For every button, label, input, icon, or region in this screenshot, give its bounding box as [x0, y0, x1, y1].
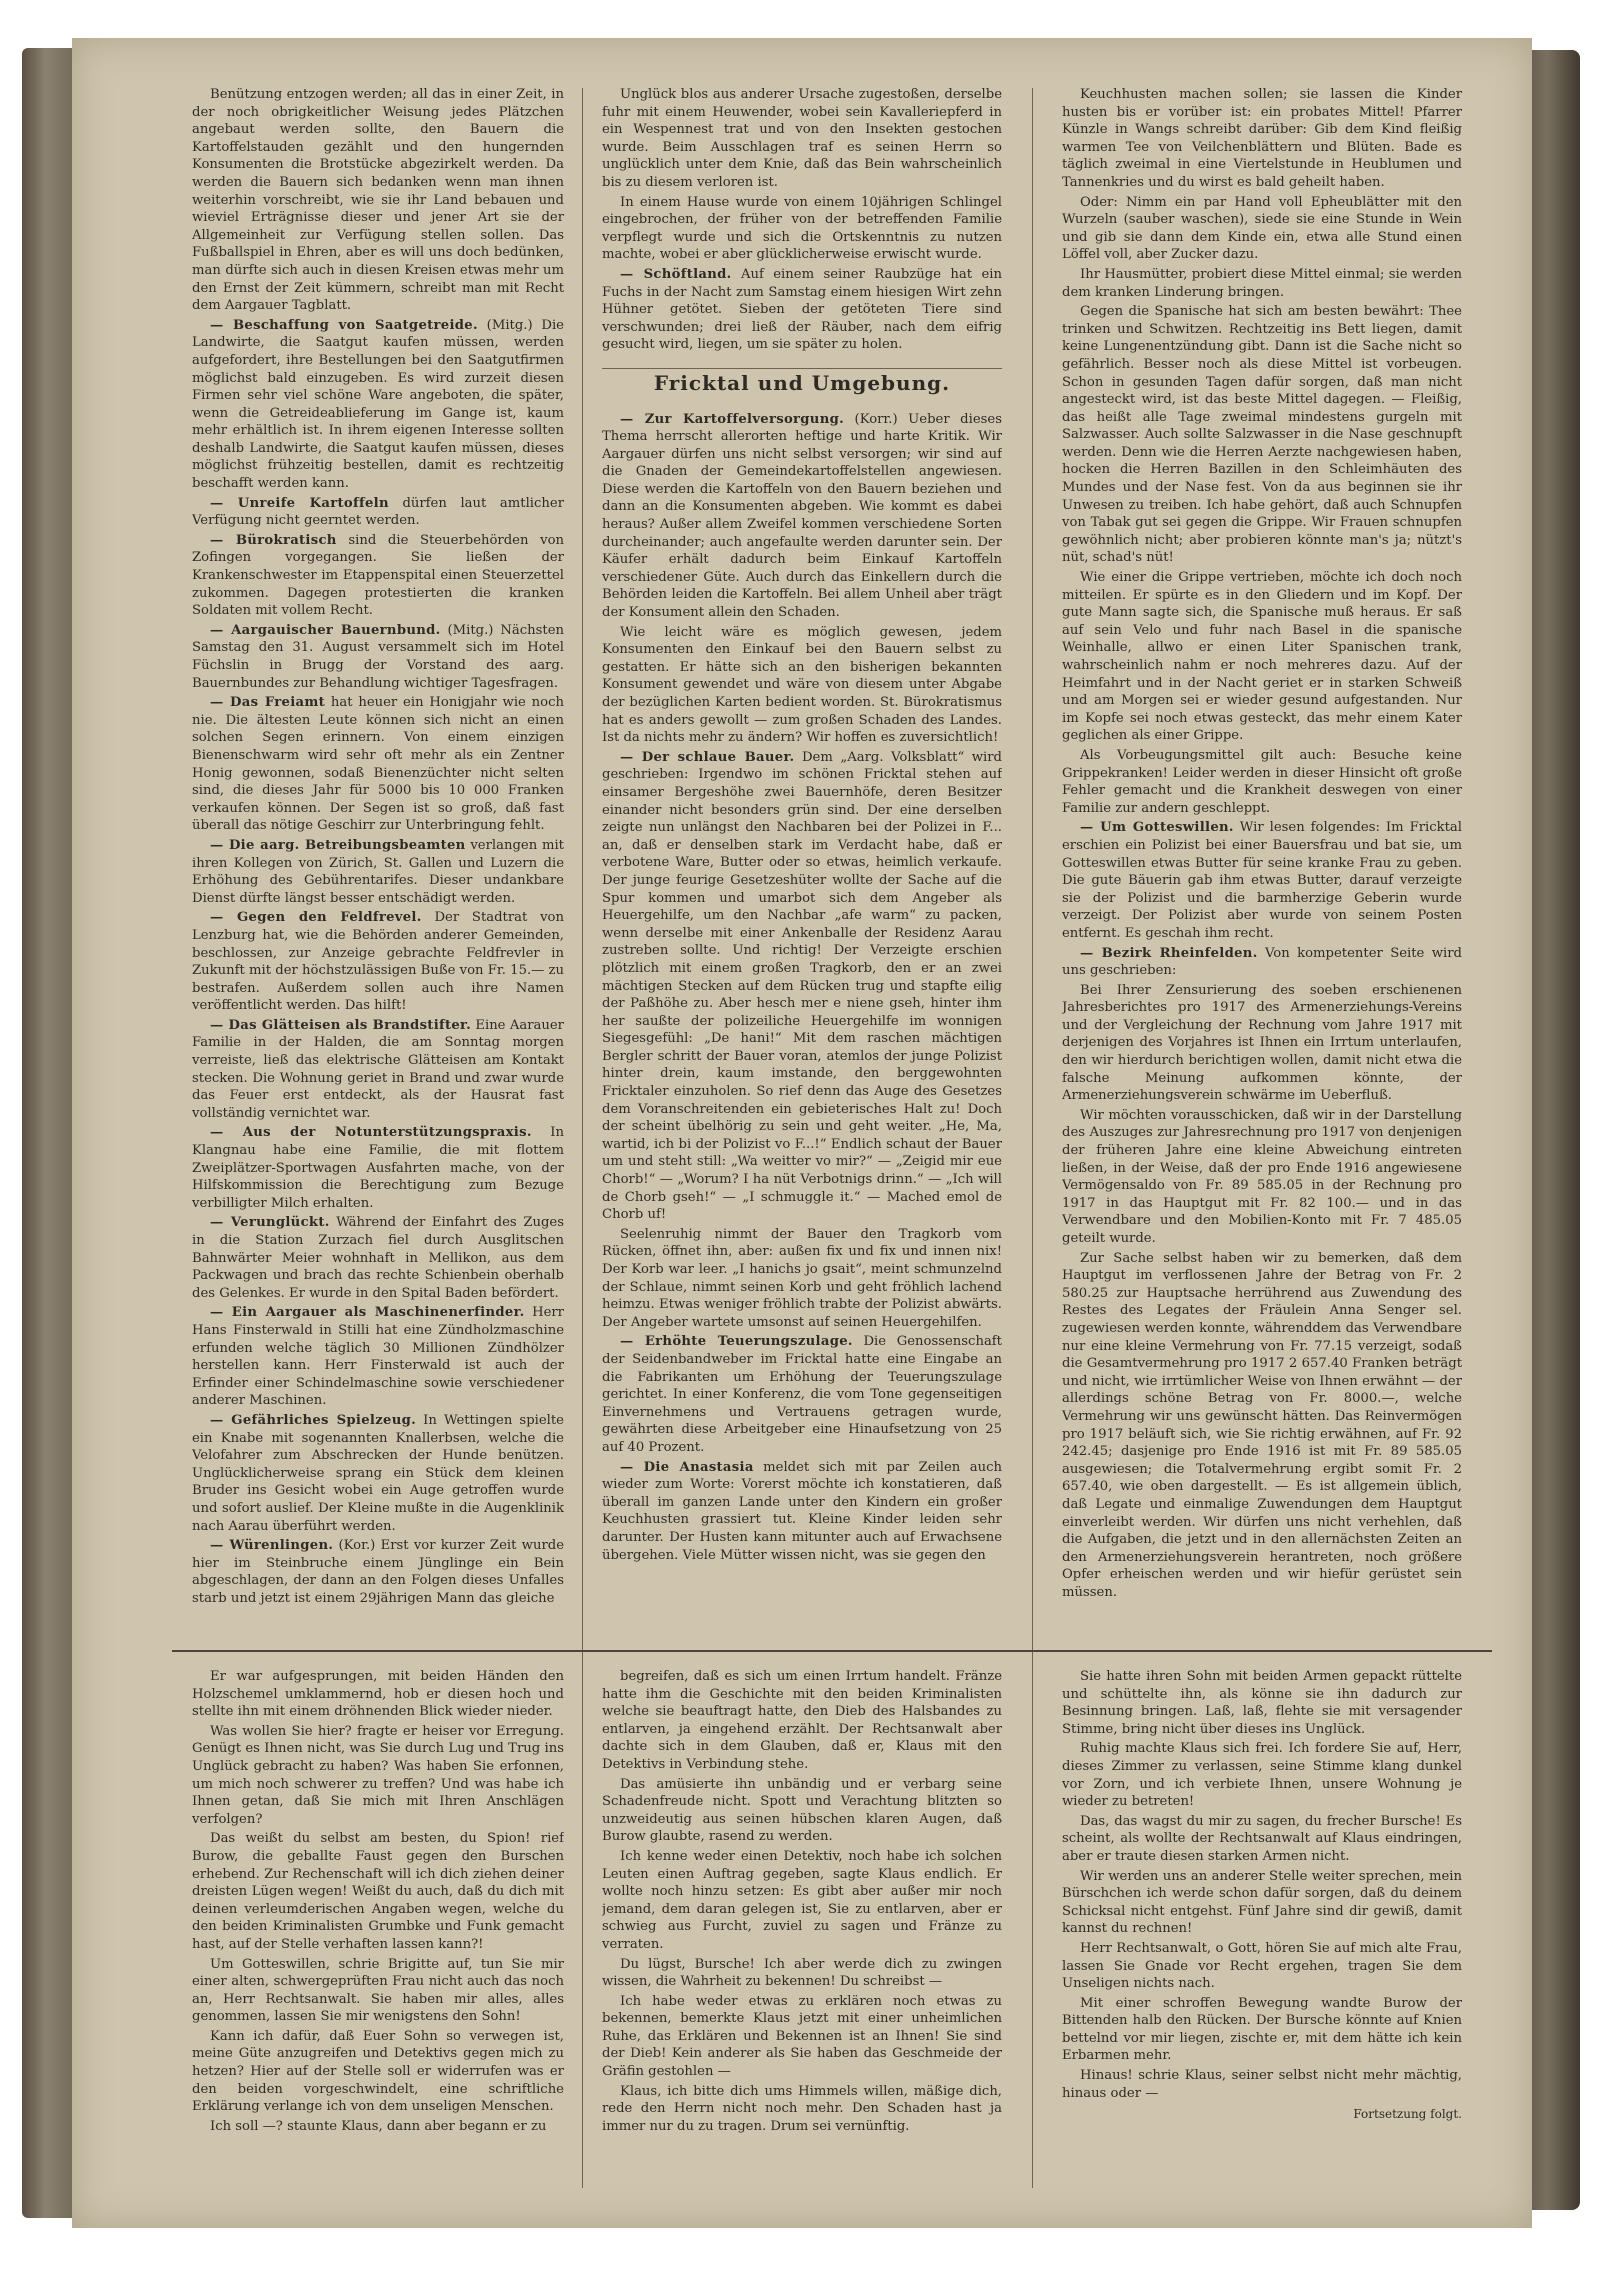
article-heading: — Die Anastasia	[620, 1459, 754, 1475]
feuilleton-column-2	[602, 1668, 1002, 2188]
feuilleton-paragraph: Wir werden uns an anderer Stelle weiter sprechen, mein Bürschchen ich werde schon dafür sorgen, daß du deinem Schicksal nicht entgehst. Fünf Jahre sind dir gewiß, damit kannst du rechnen!	[1062, 1868, 1462, 1937]
article-heading: — Verunglückt.	[210, 1215, 330, 1231]
article	[1062, 945, 1462, 980]
article-text: (Kor.) Erst vor kurzer Zeit wurde hier im Steinbruche einem Jünglinge ein Bein abgeschlagen, der dann an den Folgen dieses Unfalles starb und jetzt ist einem 29jährigen Mann das gleiche	[192, 1538, 564, 1606]
article-heading: — Das Freiamt	[210, 695, 326, 711]
article-text: Auf einem seiner Raubzüge hat ein Fuchs in der Nacht zum Samstag einem hiesigen Wirt zehn Hühner getötet. Sieben der getöteten Tiere sind verschwunden; drei ließ der Räuber, nach dem eifrig gesucht wird, liegen, um sie später zu holen.	[602, 266, 1002, 353]
feuilleton-paragraph: Ich habe weder etwas zu erklären noch etwas zu bekennen, bemerkte Klaus jetzt mit einer unheimlichen Ruhe, das Erklären und Bekennen ist an Ihnen! Sie sind der Dieb! Kein anderer als Sie haben das Geschmeide der Gräfin gestohlen —	[602, 1993, 1002, 2080]
article-heading: — Bezirk Rheinfelden.	[1080, 945, 1258, 961]
article-text: Als Vorbeugungsmittel gilt auch: Besuche keine Grippekranken! Leider werden in dieser Hinsicht oft große Fehler gemacht und die Krankheit deswegen von einer Familie zur andern geschleppt.	[1062, 747, 1462, 816]
column-rule	[1032, 1668, 1033, 2188]
article-text: Während der Einfahrt des Zuges in die Station Zurzach fiel durch Ausglitschen Bahnwärter Meier wohnhaft in Mellikon, aus dem Packwagen und brach das rechte Schienbein oberhalb des Gelenkes. Er wurde in den Spital Baden befördert.	[192, 1215, 564, 1301]
article-text: Wir lesen folgendes: Im Fricktal erschien ein Polizist bei einer Bauersfrau und bat sie, um Gotteswillen etwas Butter für seine kranke Frau zu geben. Die gute Bäuerin gab ihm etwas Butter, darauf verzeigte sie der Polizist und die barmherzige Geberin wurde verzeigt. Der Polizist aber wurde von seinem Posten entfernt. Es geschah ihm recht.	[1062, 820, 1462, 941]
feuilleton-paragraph: Ich soll —? staunte Klaus, dann aber begann er zu	[210, 2118, 547, 2134]
feuilleton-paragraph: Kann ich dafür, daß Euer Sohn so verwegen ist, meine Güte anzugreifen und Detektivs gegen mich zu hetzen? Hier auf der Stelle soll er widerrufen was er den beiden vorgeschwindelt, eine schriftliche Erklärung verlange ich von dem unseligen Menschen.	[192, 2028, 564, 2115]
article	[602, 1459, 1002, 1565]
feuilleton-column-1	[192, 1668, 564, 2188]
article	[192, 1537, 564, 1607]
article-text: In Wettingen spielte ein Knabe mit sogenannten Knallerbsen, welche die Velofahrer zum Abschrecken der Hunde benützen. Unglücklicherweise sprang ein Stück dem kleinen Bruder ins Gesicht wobei ein Auge getroffen wurde und sofort auslief. Der Kleine mußte in die Augenklinik nach Aarau überführt werden.	[192, 1412, 564, 1534]
feuilleton-paragraph: Ich kenne weder einen Detektiv, noch habe ich solchen Leuten einen Auftrag gegeben, sagte Klaus endlich. Er wollte noch hinzu setzen: Es gibt aber außer mir noch jemand, dem daran gelegen ist, Sie zu entlarven, aber er schwieg aus Furcht, zuviel zu sagen und Fränze zu verraten.	[602, 1848, 1002, 1952]
article-heading: — Die aarg. Betreibungsbeamten	[210, 837, 466, 853]
article-text: Seelenruhig nimmt der Bauer den Tragkorb vom Rücken, öffnet ihn, aber: außen fix und fix und innen nix! Der Korb war leer. „I hanichs jo gsait“, meint schmunzelnd der Schlaue, nimmt seinen Korb und geht fröhlich lachend heimzu. Etwas weniger fröhlich trabte der Polizist abwärts. Der Angeber wartete umsonst auf seinen Heuergehilfen.	[602, 1226, 1002, 1330]
article-text: Eine Aarauer Familie in der Halden, die am Sonntag morgen verreiste, ließ das elektrische Glätteisen am Kontakt stecken. Die Wohnung geriet in Brand und zwar wurde das Feuer erst entdeckt, als der Hausrat fast vollständig vernichtet war.	[192, 1017, 564, 1121]
article-heading: — Das Glätteisen als Brandstifter.	[210, 1017, 471, 1033]
article-heading: — Erhöhte Teuerungszulage.	[620, 1334, 853, 1350]
article	[192, 317, 564, 493]
article-text: verlangen mit ihren Kollegen von Zürich, St. Gallen und Luzern die Erhöhung des Gebührentarifes. Dieser undankbare Dienst dürfte längst besser entschädigt werden.	[192, 837, 564, 906]
article-text: Oder: Nimm ein par Hand voll Epheublätter mit den Wurzeln (sauber waschen), siede sie eine Stunde in Wein und gib sie dann dem Kinde ein, etwa alle Stund einen Löffel voll, aber Zucker dazu.	[1062, 194, 1462, 263]
news-column-2	[602, 86, 1002, 1631]
feuilleton-column-3	[1062, 1668, 1462, 2188]
feuilleton-paragraph: Das, das wagst du mir zu sagen, du frecher Bursche! Es scheint, als wollte der Rechtsanwalt auf Klaus eindringen, aber er traute diesen starken Armen nicht.	[1062, 1813, 1462, 1864]
article-text: Zur Sache selbst haben wir zu bemerken, daß dem Hauptgut im verflossenen Jahre der Betrag von Fr. 2 580.25 zur Hauptsache herrührend aus Zuwendung des Restes des Legates der Fräulein Anna Senger sel. zugewiesen werden konnte, währenddem das Verwendbare nur eine kleine Vermehrung von Fr. 77.15 verzeigt, sodaß die Gesamtvermehrung pro 1917 2 657.40 Franken beträgt und nicht, wie irrtümlicher Weise von Ihnen erwähnt — der allerdings schöne Betrag von Fr. 8000.—, welche Vermehrung wir uns gewünscht hätten. Das Reinvermögen pro 1917 beläuft sich, wie Sie richtig erwähnen, auf Fr. 92 242.45; dasjenige pro Ende 1916 ist mit Fr. 89 585.05 ausgewiesen; die Totalvermehrung ergibt somit Fr. 2 657.40, wie oben dargestellt. — Es ist allgemein üblich, daß Legate und einmalige Zuwendungen dem Hauptgut einverleibt werden. Wir dürfen uns nicht verhehlen, daß die Aufgaben, die jetzt und in den allernächsten Zeiten an den Armenerziehungsverein herantreten, noch größere Opfer erheischen werden und wir hiefür gerüstet sein müssen.	[1062, 1250, 1462, 1600]
article-text: Dem „Aarg. Volksblatt“ wird geschrieben: Irgendwo im schönen Fricktal stehen auf einsamer Bergeshöhe zwei Bauernhöfe, deren Besitzer einander nicht besonders grün sind. Der eine derselben zeigte nun unlängst den Nachbaren bei der Polizei in F... an, daß er denselben stark im Verdacht habe, daß er verbotene Ware, Butter oder so etwas, heimlich verkaufe. Der junge feurige Gesetzeshüter wollte der Sache auf die Spur kommen und umarbot sich dem Angeber als Heuergehilfe, um den Nachbar „afe warm“ zu packen, wenn derselbe mit einer Ankenballe der Residenz Aarau zustreben sollte. Und richtig! Der Verzeigte erschien plötzlich mit einem großen Tragkorb, den er an zwei mächtigen Stecken auf dem Rücken trug und stapfte eilig der Paßhöhe zu. Aber hesch mer e niene gseh, hinter ihm her saußte der polizeiliche Heuergehilfe im wonnigen Siegesgefühl: „De hani!“ Mit dem raschen mächtigen Bergler schritt der Bauer voran, atemlos der junge Polizist hinter drein, kaum imstande, den berggewohnten Fricktaler einzuholen. So rief denn das Auge des Gesetzes dem Voranschreitenden ein gebieterisches Halt zu! Doch der scheint übelhörig zu sein und geht weiter. „He, Ma, wartid, ich bi der Polizist vo F...!“ Endlich schaut der Bauer um und steht still: „Wa weitter vo mir?“ — „Zeigid mir eue Chorb!“ — „Worum? I ha nüt Verbotnigs drinn.“ — „Ich will de Chorb gseh!“ — „I schmuggle it.“ — Mached emol de Chorb uf!	[602, 749, 1002, 1223]
article-text: hat heuer ein Honigjahr wie noch nie. Die ältesten Leute können sich nicht an einen solchen Segen erinnern. Von einem einzigen Bienenschwarm wird sehr oft mehr als ein Zentner Honig gewonnen, sodaß Bienenzüchter nicht selten sind, die dieses Jahr für 5000 bis 10 000 Franken verkaufen können. Der Segen ist so groß, daß fast überall das nötige Geschirr zur Unterbringung fehlt.	[192, 695, 564, 834]
news-column-3	[1062, 86, 1462, 1631]
article	[192, 1412, 564, 1535]
article-text: In Klangnau habe eine Familie, die mit flottem Zweiplätzer-Sportwagen Ausfahrten mache, von der Hilfskommission die Berechtigung zum Bezuge verbilligter Milch erhalten.	[192, 1125, 564, 1211]
article-text: Ihr Hausmütter, probiert diese Mittel einmal; sie werden dem kranken Linderung bringen.	[1062, 266, 1462, 300]
article-text: Bei Ihrer Zensurierung des soeben erschienenen Jahresberichtes pro 1917 des Armenerziehungs-Vereins und der Vergleichung der Rechnung vom Jahre 1917 mit derjenigen des Vorjahres ist Ihnen ein Irrtum unterlaufen, den wir hierdurch berichtigen wollen, damit nicht etwa die falsche Meinung aufkommen könnte, der Armenerziehungsverein schwärme im Ueberfluß.	[1062, 982, 1462, 1104]
feuilleton-paragraph: Du lügst, Bursche! Ich aber werde dich zu zwingen wissen, die Wahrheit zu bekennen! Du schreibst —	[602, 1956, 1002, 1990]
feuilleton-paragraph: Was wollen Sie hier? fragte er heiser vor Erregung. Genügt es Ihnen nicht, was Sie durch Lug und Trug ins Unglück gebracht zu haben? Was haben Sie erfonnen, um mich noch schwerer zu treffen? Und was habe ich Ihnen getan, daß Sie mich mit Ihren Anschlägen verfolgen?	[192, 1723, 564, 1827]
newspaper-page	[72, 38, 1532, 2228]
article	[192, 532, 564, 620]
article	[192, 1017, 564, 1123]
continuation-note: Fortsetzung folgt.	[1353, 2107, 1462, 2122]
section-heading: Fricktal und Umgebung.	[602, 368, 1002, 399]
article	[192, 622, 564, 692]
article-text: Herr Hans Finsterwald in Stilli hat eine Zündholzmaschine erfunden welche täglich 30 Millionen Zündhölzer herstellen kann. Herr Finsterwald ist auch der Erfinder einer Schindelmaschine sowie verschiedener anderer Maschinen.	[192, 1305, 564, 1409]
article-heading: — Gefährliches Spielzeug.	[210, 1412, 417, 1428]
article-heading: — Unreife Kartoffeln	[210, 495, 389, 511]
article	[192, 1214, 564, 1302]
feuilleton-paragraph: Mit einer schroffen Bewegung wandte Burow der Bittenden halb den Rücken. Der Bursche könnte auf Knien bettelnd vor mir liegen, zischte er, mit dem hätte ich kein Erbarmen mehr.	[1062, 1995, 1462, 2064]
article	[192, 837, 564, 907]
column-rule	[582, 1668, 583, 2188]
article-heading: — Aargauischer Bauernbund.	[210, 622, 441, 638]
article-heading: — Schöftland.	[620, 266, 732, 282]
feuilleton-paragraph: Um Gotteswillen, schrie Brigitte auf, tun Sie mir einer alten, schwergeprüften Frau nicht auch das noch an, Herr Rechtsanwalt. Sie haben mir alles, alles genommen, lassen Sie mir wenigstens den Sohn!	[192, 1956, 564, 2025]
article-heading: — Würenlingen.	[210, 1538, 334, 1554]
article-heading: — Ein Aargauer als Maschinenerfinder.	[210, 1305, 525, 1321]
article-text: (Mitg.) Nächsten Samstag den 31. August versammelt sich im Hotel Füchslin in Brugg der Vorstand des aarg. Bauernbundes zur Behandlung wichtiger Tagesfragen.	[192, 622, 564, 691]
article-text: Wie leicht wäre es möglich gewesen, jedem Konsumenten den Einkauf bei den Bauern selbst zu gestatten. Er hätte sich an den bisherigen bekannten Konsument gewendet und wäre von diesem unter Abgabe der bezüglichen Karten bedient worden. St. Bürokratismus hat es anders gewollt — zum großen Schaden des Landes. Ist da nichts mehr zu ändern? Wir hoffen es zuversichtlich!	[602, 624, 1002, 746]
feuilleton-paragraph: Er war aufgesprungen, mit beiden Händen den Holzschemel umklammernd, hob er diesen hoch und stellte ihn mit einem dröhnenden Blick wieder nieder.	[192, 1669, 564, 1720]
article-heading: — Gegen den Feldfrevel.	[210, 910, 422, 926]
article-heading: — Bürokratisch	[210, 532, 337, 548]
news-column-1	[192, 86, 564, 1631]
article-text: Benützung entzogen werden; all das in einer Zeit, in der noch obrigkeitlicher Weisung jedes Plätzchen angebaut werden sollte, den Bauern die Kartoffelstauden gezählt und den hungernden Konsumenten die Brotstücke abgezirkelt werden. Da werden die Bauern sich bedanken wenn man ihnen weiterhin vorschreibt, wie sie ihr Land bebauen und wieviel Erträgnisse dieser und jener Art sie der Allgemeinheit zur Verfügung stellen sollen. Das Fußballspiel in Ehren, aber es will uns doch bedünken, man dürfte sich auch in diesen Kreisen etwas mehr um den Ernst der Zeit kümmern, schreibt man mit Recht dem Aargauer Tagblatt.	[192, 87, 564, 314]
article-text: Keuchhusten machen sollen; sie lassen die Kinder husten bis er vorüber ist: ein probates Mittel! Pfarrer Künzle in Wangs schreibt darüber: Gib dem Kind fleißig warmen Tee von Veilchenblättern und Blüten. Bade es täglich zweimal in eine Viertelstunde in Heublumen und Tannenkries und du wirst es bald geheilt haben.	[1062, 87, 1462, 190]
article	[602, 411, 1002, 622]
feuilleton-paragraph: begreifen, daß es sich um einen Irrtum handelt. Fränze hatte ihm die Geschichte mit den beiden Kriminalisten welche sie beauftragt hatte, den Dieb des Halsbandes zu entlarven, ja eingehend erzählt. Der Rechtsanwalt aber dachte sich in dem Glauben, daß er, Klaus mit den Detektivs in Verbindung stehe.	[602, 1669, 1002, 1772]
feuilleton-paragraph: Hinaus! schrie Klaus, seiner selbst nicht mehr mächtig, hinaus oder —	[1062, 2068, 1462, 2101]
article-text: Der Stadtrat von Lenzburg hat, wie die Behörden anderer Gemeinden, beschlossen, zur Anzeige gebrachte Feldfrevler in Zukunft mit der höchstzulässigen Buße von Fr. 15.— zu bestrafen. Außerdem sollen auch ihre Namen veröffentlicht werden. Das hilft!	[192, 910, 564, 1014]
article-text: dürfen laut amtlicher Verfügung nicht geerntet werden.	[192, 495, 564, 529]
article-text: (Korr.) Ueber dieses Thema herrscht allerorten heftige und harte Kritik. Wir Aargauer dürfen uns nicht selbst versorgen; wir sind auf die Gnaden der Gemeindekartoffelstellen angewiesen. Diese werden die Kartoffeln von den Bauern beziehen und dann an die Konsumenten abgeben. Wie kommt es dabei heraus? Außer allem Zweifel kommen verschiedene Sorten durcheinander; auch angefaulte werden darunter sein. Der Käufer erhält dadurch beim Einkauf Kartoffeln verschiedener Güte. Auch durch das Einkellern durch die Behörden leiden die Kartoffeln. Bei allem Unheil aber trägt der Konsument allein den Schaden.	[602, 411, 1002, 621]
article	[192, 1304, 564, 1410]
article-text: In einem Hause wurde von einem 10jährigen Schlingel eingebrochen, der früher von der betreffenden Familie verpflegt wurde und sich die Ortskenntnis zu nutzen machte, wobei er aber glücklicherweise erwischt wurde.	[602, 194, 1002, 263]
article-heading: — Zur Kartoffelversorgung.	[620, 411, 844, 427]
article-heading: — Der schlaue Bauer.	[620, 749, 795, 765]
feuilleton-paragraph: Klaus, ich bitte dich ums Himmels willen, mäßige dich, rede den Herrn nicht noch mehr. Den Schaden hast ja immer nur du zu tragen. Drum sei vernünftig.	[602, 2083, 1002, 2134]
article	[192, 495, 564, 530]
article-text: Die Genossenschaft der Seidenbandweber im Fricktal hatte eine Eingabe an die Fabrikanten um Erhöhung der Teuerungszulage gerichtet. In einer Konferenz, die vom Tone gegenseitigen Einvernehmens und Vertrauens getragen wurde, gewährten diese Arbeitgeber eine Hinaufsetzung von 25 auf 40 Prozent.	[602, 1334, 1002, 1455]
feuilleton-paragraph: Das weißt du selbst am besten, du Spion! rief Burow, die geballte Faust gegen den Burschen erhebend. Zur Rechenschaft will ich dich ziehen deiner dreisten Lügen wegen! Weißt du auch, daß du dich mit deinen verleumderischen Angaben wegen, welche du den beiden Kriminalisten Grumbke und Funk gemacht hast, auf der Stelle verhaften lassen kann?!	[192, 1831, 564, 1952]
article-text: Wie einer die Grippe vertrieben, möchte ich doch noch mitteilen. Er spürte es in den Gliedern und im Kopf. Der gute Mann sagte sich, die Spanische muß heraus. Er saß auf sein Velo und fuhr nach Basel in die spanische Weinhalle, allwo er einen Liter Spanischen trank, wahrscheinlich nahm er noch mehreres dazu. Auf der Heimfahrt und in der Nacht geriet er in starken Schweiß und am Morgen sei er wieder gesund aufgestanden. Nur im Kopfe sei noch etwas gesteckt, das mehr einem Kater geglichen als einer Grippe.	[1062, 570, 1462, 744]
article	[602, 266, 1002, 354]
article-text: Gegen die Spanische hat sich am besten bewährt: Thee trinken und Schwitzen. Rechtzeitig ins Bett liegen, damit keine Lungenentzündung gibt. Dann ist die Sache nicht so gefährlich. Besser noch als diese Mittel ist vorbeugen. Schon in gesunden Tagen dafür sorgen, daß man nicht angesteckt wird, ist das beste Mittel dagegen. — Fleißig, das heißt alle Tage zweimal mindestens gurgeln mit Salzwasser. Auch sollte Salzwasser in die Nase geschnupft werden. Denn wie die Herren Aerzte nachgewiesen haben, hocken die Herren Bazillen in den Schleimhäuten des Mundes und der Nase fest. Von da aus beginnen sie ihr Unwesen zu treiben. Ich habe gehört, daß auch Schnupfen von Tabak gut sei gegen die Grippe. Wir Frauen schnupfen gewöhnlich nicht; aber probieren könnte man's ja; nützt's nüt, schad's nüt!	[1062, 304, 1462, 566]
article	[1062, 819, 1462, 942]
article	[192, 694, 564, 835]
column-rule	[582, 88, 583, 1688]
article-text: (Mitg.) Die Landwirte, die Saatgut kaufen müssen, werden aufgefordert, ihre Bestellungen bei den Saatgutfirmen möglichst bald einzugeben. Es wird zurzeit diesen Firmen sehr viel schöne Ware angeboten, die später, wenn die Getreideablieferung im Gange ist, kaum mehr erhältlich ist. In ihrem eigenen Interesse sollten deshalb Landwirte, die Saatgut kaufen müssen, dieses möglichst frühzeitig bestellen, damit es rechtzeitig beschafft werden kann.	[192, 317, 564, 492]
article-text: Unglück blos aus anderer Ursache zugestoßen, derselbe fuhr mit einem Heuwender, wobei sein Kavalleriepferd in ein Wespennest trat und von den Insekten gestochen wurde. Beim Ausschlagen traf es seinen Herrn so unglücklich unter dem Knie, daß das Bein wahrscheinlich bis zu diesem verloren ist.	[602, 87, 1002, 190]
article-heading: — Um Gotteswillen.	[1080, 820, 1234, 836]
article	[602, 749, 1002, 1224]
article-text: sind die Steuerbehörden von Zofingen vorgegangen. Sie ließen der Krankenschwester im Etappenspital einen Steuerzettel zukommen. Dagegen protestierten die kranken Soldaten mit vollem Recht.	[192, 532, 564, 619]
article-text: Von kompetenter Seite wird uns geschrieben:	[1062, 945, 1462, 979]
article	[192, 909, 564, 1015]
column-rule	[1032, 88, 1033, 1688]
feuilleton-paragraph: Das amüsierte ihn unbändig und er verbarg seine Schadenfreude nicht. Spott und Verachtung blitzten so unzweideutig aus seinen hübschen klaren Augen, daß Burow glaubte, rasend zu werden.	[602, 1776, 1002, 1845]
feuilleton-paragraph: Sie hatte ihren Sohn mit beiden Armen gepackt rüttelte und schüttelte ihn, als könne sie ihn dadurch zur Besinnung bringen. Laß, laß, flehte sie mit versagender Stimme, bring nicht über dieses ins Unglück.	[1062, 1669, 1462, 1737]
article	[602, 1333, 1002, 1456]
article	[192, 1124, 564, 1212]
feuilleton-divider	[172, 1650, 1492, 1652]
article-heading: — Aus der Notunterstützungspraxis.	[210, 1125, 532, 1141]
article-text: Wir möchten vorausschicken, daß wir in der Darstellung des Auszuges zur Jahresrechnung pro 1917 von denjenigen der früheren Jahre eine kleine Abweichung eintreten ließen, in der Weise, daß der pro Ende 1916 angewiesene Vermögensaldo von Fr. 89 585.05 in der Rechnung pro 1917 in das Hauptgut mit Fr. 82 100.— und in das Verwendbare und den Mobilien-Konto mit Fr. 7 485.05 geteilt wurde.	[1062, 1107, 1462, 1246]
feuilleton-paragraph: Ruhig machte Klaus sich frei. Ich fordere Sie auf, Herr, dieses Zimmer zu verlassen, seine Stimme klang dunkel vor Zorn, und ich verbiete Ihnen, unsere Wohnung je wieder zu betreten!	[1062, 1741, 1462, 1810]
article-heading: — Beschaffung von Saatgetreide.	[210, 317, 478, 333]
article-text: meldet sich mit par Zeilen auch wieder zum Worte: Vorerst möchte ich konstatieren, daß überall im ganzen Lande unter den Kindern ein großer Keuchhusten grassiert tut. Kleine Kinder leiden sehr darunter. Der Husten kann mitunter auch auf Erwachsene übergehen. Viele Mütter wissen nicht, was sie gegen den	[602, 1459, 1002, 1563]
feuilleton-paragraph: Herr Rechtsanwalt, o Gott, hören Sie auf mich alte Frau, lassen Sie Gnade vor Recht ergehen, tragen Sie dem Unseligen nichts nach.	[1062, 1940, 1462, 1992]
